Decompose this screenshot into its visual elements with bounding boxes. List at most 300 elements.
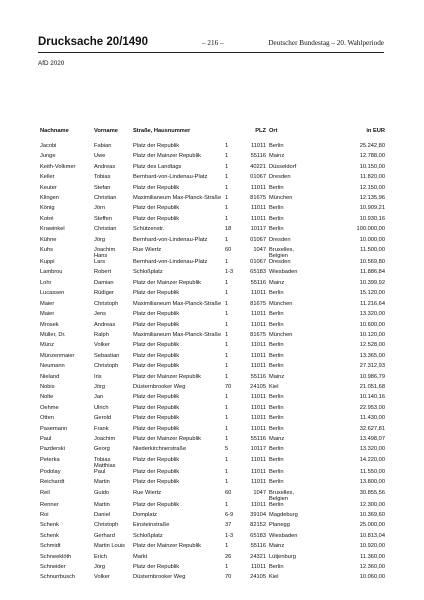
cell-hausnummer: 1 [225,456,229,463]
cell-vorname: Martin Louis [94,543,125,550]
cell-strasse: Platz der Mainzer Republik [133,543,201,550]
cell-vorname: Jörg [94,564,106,571]
cell-ort: Berlin [269,468,284,475]
cell-plz: 01067 [250,174,266,181]
page-header [38,36,384,53]
cell-strasse: Düsternbrooker Weg [133,383,186,390]
table-row [40,502,385,512]
cell-ort: Mainz [269,435,285,442]
cell-vorname: Steffen [94,215,112,222]
cell-ort: Berlin [269,501,284,508]
cell-betrag: 10.060,00 [359,574,385,581]
table-row [40,490,385,502]
cell-nachname: Reichardt [40,479,65,486]
cell-vorname: Joachim Hans [94,247,116,260]
cell-plz: 11011 [251,456,266,463]
cell-betrag: 10.909,21 [359,205,385,212]
cell-betrag: 32.627,81 [359,425,385,432]
cell-betrag: 10.569,80 [359,259,385,266]
cell-nachname: Kuppi [40,259,55,266]
cell-nachname: Pasemann [40,425,68,432]
cell-plz: 01067 [250,259,266,266]
cell-ort: Berlin [269,425,284,432]
cell-betrag: 11.360,00 [360,553,385,560]
cell-vorname: Georg [94,446,110,453]
cell-plz: 1047 [253,247,266,254]
cell-plz: 24105 [250,574,266,581]
cell-hausnummer: 1 [225,564,229,571]
cell-nachname: König [40,205,55,212]
table-row [40,479,385,489]
column-header-plz: PLZ [255,128,266,134]
cell-betrag: 11.430,00 [360,415,385,422]
cell-strasse: Schloßplatz [133,532,163,539]
cell-plz: 55116 [250,373,266,380]
cell-nachname: Schneider [40,564,66,571]
cell-nachname: Podolay [40,468,61,475]
table-row [40,543,385,553]
publication-source: Deutscher Bundestag – 20. Wahlperiode [268,39,384,47]
cell-nachname: Jacobi [40,143,57,149]
cell-vorname: Martin [94,501,110,508]
cell-nachname: Peterka [40,456,60,463]
cell-hausnummer: 1 [225,394,229,401]
cell-betrag: 12.788,00 [359,153,385,160]
cell-nachname: Lucassen [40,290,65,297]
cell-plz: 11011 [251,321,266,328]
cell-vorname: Gerold [94,415,112,422]
cell-ort: München [269,195,293,202]
table-row [40,564,385,574]
cell-strasse: Platz der Republik [133,311,180,318]
column-header-nachname: Nachname [40,128,69,134]
cell-betrag: 12.135,96 [359,195,385,202]
cell-strasse: Platz der Republik [133,564,180,571]
cell-plz: 39104 [250,512,266,518]
cell-ort: Wiesbaden [269,532,298,539]
cell-vorname: Iris [94,373,102,380]
cell-hausnummer: 1 [225,331,229,338]
cell-plz: 24321 [250,553,266,560]
cell-hausnummer: 1 [225,352,229,359]
cell-strasse: Schloßplatz [133,269,163,276]
table-row [40,554,385,564]
column-header-betrag: in EUR [366,128,385,134]
cell-betrag: 10.150,00 [359,163,385,170]
cell-nachname: Schenk [40,532,59,539]
cell-betrag: 10.140,16 [359,394,385,401]
cell-nachname: Neumann [40,363,65,370]
table-row [40,174,385,184]
cell-vorname: Lars [94,259,106,266]
cell-plz: 11011 [251,205,266,212]
cell-plz: 40221 [250,163,266,170]
cell-hausnummer: 1 [225,143,229,149]
cell-hausnummer: 1 [225,163,229,170]
cell-vorname: Ulrich [94,404,109,411]
cell-nachname: Maier [40,311,55,318]
cell-strasse: Platz der Republik [133,456,180,463]
cell-vorname: Robert [94,269,112,276]
cell-ort: Berlin [269,352,284,359]
cell-ort: Berlin [269,226,284,233]
cell-nachname: Kuhs [40,247,53,254]
cell-betrag: 12.528,00 [359,342,385,349]
cell-hausnummer: 1 [225,205,229,212]
table-row [40,237,385,247]
cell-strasse: Platz der Republik [133,468,180,475]
cell-ort: Wiesbaden [269,269,298,276]
table-row [40,384,385,394]
cell-betrag: 10.930,16 [359,215,385,222]
table-row [40,205,385,215]
cell-strasse: Maximilianeum Max-Planck-Straße [133,300,222,307]
cell-hausnummer: 1 [225,236,229,243]
cell-strasse: Platz der Republik [133,363,180,370]
cell-ort: Berlin [269,321,284,328]
cell-vorname: Andreas [94,163,116,170]
cell-nachname: Kotré [40,215,54,222]
cell-betrag: 13.800,00 [359,479,385,486]
cell-nachname: Müller, Dr. [40,331,66,338]
cell-nachname: Lambrou [40,269,63,276]
cell-hausnummer: 1 [225,321,229,328]
table-row [40,143,385,153]
cell-nachname: Münz [40,342,54,349]
cell-vorname: Christoph [94,363,119,370]
table-row [40,363,385,373]
table-row [40,457,385,469]
cell-betrag: 21.051,68 [359,383,385,390]
cell-hausnummer: 1 [225,435,229,442]
table-row [40,322,385,332]
cell-plz: 65183 [250,269,266,276]
cell-nachname: Münzenmaier [40,352,75,359]
cell-plz: 55116 [250,543,266,550]
cell-hausnummer: 1 [225,290,229,297]
cell-strasse: Einsteinstraße [133,522,170,529]
table-row [40,426,385,436]
cell-plz: 55116 [250,279,266,286]
cell-ort: Mainz [269,543,285,550]
cell-vorname: Christian [94,226,117,233]
cell-betrag: 11.820,00 [360,174,385,181]
cell-hausnummer: 1 [225,342,229,349]
cell-vorname: Christian [94,195,117,202]
table-row [40,153,385,163]
cell-betrag: 10.000,00 [359,236,385,243]
cell-ort: Düsseldorf [269,163,297,170]
column-header-vorname: Vorname [94,128,118,134]
cell-betrag: 10.369,60 [359,512,385,518]
table-row [40,533,385,543]
table-row [40,415,385,425]
table-row [40,405,385,415]
cell-plz: 01067 [250,236,266,243]
cell-nachname: Roi [40,512,49,518]
cell-plz: 10117 [250,226,266,233]
cell-hausnummer: 60 [225,247,232,254]
cell-plz: 11011 [251,143,266,149]
cell-betrag: 14.220,00 [359,456,385,463]
cell-vorname: Jörg [94,383,106,390]
cell-betrag: 12.300,00 [359,501,385,508]
cell-strasse: Platz der Mainzer Republik [133,435,201,442]
cell-hausnummer: 1 [225,279,229,286]
cell-hausnummer: 1 [225,184,229,191]
cell-plz: 11011 [251,394,266,401]
cell-vorname: Sebastian [94,352,120,359]
cell-betrag: 10.399,92 [359,279,385,286]
cell-betrag: 13.320,00 [359,446,385,453]
cell-strasse: Maximilianeum Max-Planck-Straße [133,331,222,338]
cell-plz: 1047 [253,489,266,496]
cell-nachname: Nieland [40,373,60,380]
cell-vorname: Tobias [94,174,111,181]
cell-nachname: Mrosek [40,321,59,328]
cell-nachname: Keller [40,174,55,181]
cell-ort: Planegg [269,522,290,529]
cell-plz: 11011 [251,290,266,297]
cell-hausnummer: 1-3 [225,532,234,539]
table-row [40,185,385,195]
cell-nachname: Reil [40,489,50,496]
table-row [40,195,385,205]
cell-hausnummer: 1 [225,479,229,486]
table-row [40,259,385,269]
table-row [40,216,385,226]
cell-strasse: Schützenstr. [133,226,165,233]
cell-betrag: 25.000,00 [359,522,385,529]
cell-vorname: Daniel [94,512,111,518]
cell-strasse: Platz der Republik [133,394,180,401]
cell-hausnummer: 70 [225,574,232,581]
cell-plz: 81675 [250,195,266,202]
page-number: – 216 – [202,39,224,47]
cell-strasse: Platz der Republik [133,321,180,328]
cell-plz: 11011 [251,404,266,411]
party-year-label: AfD 2020 [38,60,65,67]
cell-nachname: Schmidt [40,543,61,550]
table-row [40,290,385,300]
cell-vorname: Volker [94,342,110,349]
cell-ort: Dresden [269,174,291,181]
cell-nachname: Schneeklöth [40,553,72,560]
cell-vorname: Christoph [94,300,119,307]
cell-vorname: Andreas [94,321,116,328]
cell-plz: 24105 [250,383,266,390]
table-row [40,164,385,174]
cell-vorname: Frank [94,425,109,432]
cell-plz: 11011 [251,363,266,370]
cell-vorname: Rüdiger [94,290,114,297]
cell-hausnummer: 5 [225,446,229,453]
cell-plz: 81675 [250,331,266,338]
cell-plz: 65183 [250,532,266,539]
cell-ort: Berlin [269,479,284,486]
cell-nachname: Otten [40,415,54,422]
cell-strasse: Platz der Republik [133,501,180,508]
table-row [40,374,385,384]
cell-strasse: Platz der Republik [133,425,180,432]
cell-plz: 11011 [251,342,266,349]
cell-vorname: Jens [94,311,107,318]
cell-betrag: 15.120,00 [359,290,385,297]
cell-nachname: Junge [40,153,56,160]
cell-ort: München [269,300,293,307]
cell-ort: Berlin [269,404,284,411]
cell-ort: Kiel [269,574,279,581]
cell-hausnummer: 1 [225,195,229,202]
donations-table [40,128,385,585]
cell-plz: 11011 [251,352,266,359]
cell-plz: 11011 [251,415,266,422]
cell-vorname: Joachim [94,435,116,442]
table-row [40,226,385,236]
table-row [40,342,385,352]
cell-hausnummer: 70 [225,383,232,390]
cell-vorname: Tobias Matthias [94,456,116,469]
cell-plz: 82152 [250,522,266,529]
cell-strasse: Platz der Mainzer Republik [133,153,201,160]
cell-hausnummer: 1 [225,501,229,508]
cell-betrag: 13.498,07 [359,435,385,442]
cell-nachname: Lohr [40,279,52,286]
cell-vorname: Paul [94,468,106,475]
table-row [40,446,385,456]
cell-ort: Berlin [269,342,284,349]
cell-strasse: Platz der Republik [133,404,180,411]
cell-betrag: 100.000,00 [356,226,385,233]
cell-vorname: Stefan [94,184,111,191]
cell-plz: 11011 [251,564,266,571]
cell-betrag: 27.312,93 [359,363,385,370]
cell-strasse: Bernhard-von-Lindenau-Platz [133,259,208,266]
cell-ort: Bruxelles, Belgien [269,247,294,260]
cell-plz: 11011 [251,501,266,508]
cell-nachname: Schnurrbusch [40,574,76,581]
column-header-strasse: Straße, Hausnummer [133,128,191,134]
cell-hausnummer: 1 [225,468,229,475]
cell-strasse: Platz der Mainzer Republik [133,279,201,286]
table-row [40,280,385,290]
cell-betrag: 10.120,00 [359,331,385,338]
cell-vorname: Ralph [94,331,109,338]
cell-vorname: Jörg [94,236,106,243]
cell-vorname: Fabian [94,143,112,149]
cell-betrag: 12.150,00 [359,184,385,191]
cell-strasse: Markt [133,553,148,560]
cell-betrag: 10.600,00 [359,321,385,328]
cell-strasse: Platz des Landtags [133,163,182,170]
cell-ort: Berlin [269,446,284,453]
cell-ort: Berlin [269,415,284,422]
cell-hausnummer: 1-3 [225,269,234,276]
cell-strasse: Rue Wiertz [133,247,162,254]
cell-nachname: Krawinkel [40,226,65,233]
table-row [40,301,385,311]
cell-hausnummer: 1 [225,311,229,318]
cell-hausnummer: 1 [225,300,229,307]
cell-betrag: 30.855,56 [359,489,385,496]
cell-ort: Bruxelles, Belgien [269,489,294,502]
cell-plz: 11011 [251,215,266,222]
cell-betrag: 10.986,79 [359,373,385,380]
cell-hausnummer: 1 [225,543,229,550]
column-header-hausnummer [221,128,245,143]
cell-hausnummer: 1 [225,215,229,222]
cell-hausnummer: 1 [225,259,229,266]
table-header-row [40,128,385,143]
cell-betrag: 13.365,00 [359,352,385,359]
cell-strasse: Platz der Republik [133,479,180,486]
table-row [40,353,385,363]
cell-hausnummer: 1 [225,174,229,181]
cell-hausnummer: 6-9 [225,512,234,518]
cell-ort: Dresden [269,259,291,266]
cell-betrag: 25.242,80 [359,143,385,149]
document-number: Drucksache 20/1490 [38,36,148,48]
table-row [40,469,385,479]
cell-strasse: Maximilianeum Max-Planck-Straße [133,195,222,202]
cell-nachname: Renner [40,501,59,508]
cell-plz: 55116 [250,435,266,442]
cell-strasse: Niederkirchnerstraße [133,446,187,453]
cell-ort: Dresden [269,236,291,243]
cell-plz: 11011 [251,311,266,318]
cell-vorname: Guido [94,489,110,496]
cell-vorname: Martin [94,479,110,486]
cell-ort: Berlin [269,205,284,212]
cell-strasse: Platz der Republik [133,352,180,359]
cell-nachname: Nobis [40,383,55,390]
cell-ort: Berlin [269,311,284,318]
cell-plz: 11011 [251,184,266,191]
cell-vorname: Gerhard [94,532,115,539]
header-rule [38,52,384,53]
cell-nachname: Schenk [40,522,59,529]
cell-ort: Berlin [269,394,284,401]
cell-nachname: Maier [40,300,55,307]
cell-nachname: Paul [40,435,52,442]
cell-betrag: 10.813,04 [359,532,385,539]
cell-betrag: 12.360,00 [359,564,385,571]
cell-ort: Berlin [269,363,284,370]
cell-hausnummer: 18 [225,226,232,233]
cell-ort: Berlin [269,564,284,571]
cell-strasse: Rue Wiertz [133,489,162,496]
cell-ort: Berlin [269,143,284,149]
cell-plz: 11011 [251,479,266,486]
cell-ort: Magdeburg [269,512,298,518]
cell-vorname: Christoph [94,522,119,529]
cell-ort: Mainz [269,279,285,286]
cell-hausnummer: 1 [225,425,229,432]
cell-betrag: 11.500,00 [360,247,385,254]
cell-ort: Berlin [269,456,284,463]
cell-strasse: Platz der Republik [133,184,180,191]
cell-betrag: 11.550,00 [360,468,385,475]
cell-nachname: Keith-Volkmer [40,163,76,170]
cell-ort: Lütjenburg [269,553,296,560]
cell-hausnummer: 1 [225,363,229,370]
cell-strasse: Platz der Mainzer Republik [133,373,201,380]
cell-strasse: Platz der Republik [133,415,180,422]
cell-vorname: Erich [94,553,107,560]
table-row [40,522,385,532]
column-header-ort: Ort [269,128,278,134]
cell-vorname: Damian [94,279,114,286]
